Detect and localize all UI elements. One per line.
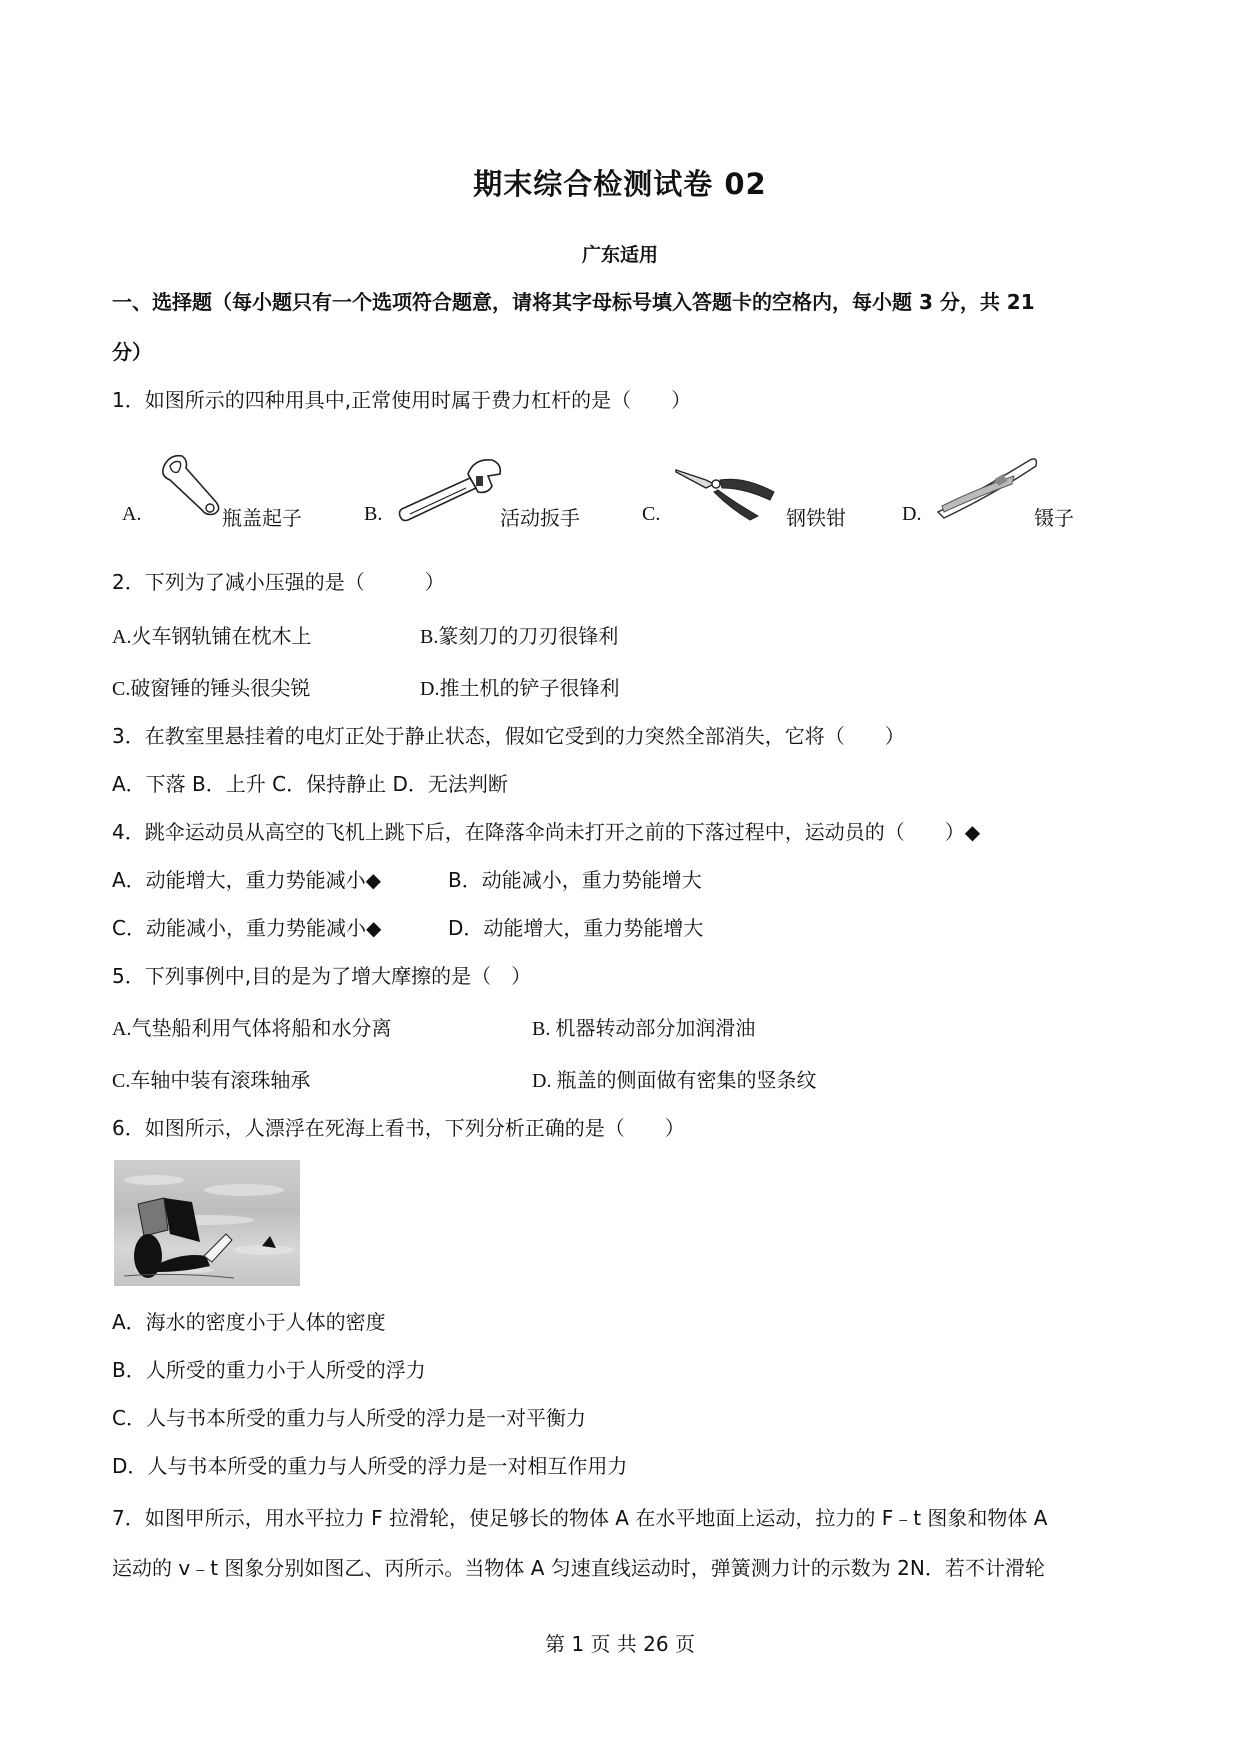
tweezers-icon — [934, 454, 1044, 524]
option-b-letter: B. — [364, 503, 383, 525]
question-6-option-c: C．人与书本所受的重力与人所受的浮力是一对平衡力 — [112, 1406, 586, 1430]
option-b-text: 活动扳手 — [500, 506, 580, 530]
question-6-option-a: A．海水的密度小于人体的密度 — [112, 1310, 386, 1334]
question-3-options: A．下落 B．上升 C．保持静止 D．无法判断 — [112, 772, 508, 796]
option-d-letter: D. — [902, 503, 922, 525]
question-2-option-a: A.火车钢轨铺在枕木上 — [112, 626, 312, 648]
question-2-option-b: B.篆刻刀的刀刃很锋利 — [420, 626, 619, 648]
option-c-letter: C. — [642, 503, 661, 525]
option-a-letter: A. — [122, 503, 142, 525]
question-4-stem: 4．跳伞运动员从高空的飞机上跳下后，在降落伞尚未打开之前的下落过程中，运动员的（ ）◆ — [112, 820, 981, 844]
question-6-option-b: B．人所受的重力小于人所受的浮力 — [112, 1358, 426, 1382]
question-2-option-d: D.推土机的铲子很锋利 — [420, 678, 620, 700]
question-4-option-a: A．动能增大，重力势能减小◆ — [112, 868, 382, 892]
question-5-option-b: B. 机器转动部分加润滑油 — [532, 1018, 756, 1040]
question-3-stem: 3．在教室里悬挂着的电灯正处于静止状态，假如它受到的力突然全部消失，它将（ ） — [112, 724, 905, 748]
question-2-stem: 2．下列为了减小压强的是（ ） — [112, 570, 445, 594]
section-heading: 一、选择题（每小题只有一个选项符合题意，请将其字母标号填入答题卡的空格内，每小题 3 分，共 21 — [112, 290, 1035, 314]
question-7-stem-line1: 7．如图甲所示，用水平拉力 F 拉滑轮，使足够长的物体 A 在水平地面上运动，拉力的 F﹣t 图象和物体 A — [112, 1506, 1048, 1530]
option-c-text: 钢铁钳 — [786, 506, 846, 530]
bottle-opener-icon — [156, 452, 226, 522]
question-5-stem: 5．下列事例中,目的是为了增大摩擦的是（ ） — [112, 964, 532, 988]
question-5-option-d: D. 瓶盖的侧面做有密集的竖条纹 — [532, 1070, 817, 1092]
question-6-option-d: D．人与书本所受的重力与人所受的浮力是一对相互作用力 — [112, 1454, 628, 1478]
pliers-icon — [674, 462, 784, 522]
page-title: 期末综合检测试卷 02 — [473, 167, 767, 201]
section-heading-cont: 分） — [112, 340, 152, 364]
question-5-option-c: C.车轴中装有滚珠轴承 — [112, 1070, 311, 1092]
question-4-option-c: C．动能减小，重力势能减小◆ — [112, 916, 382, 940]
page-subtitle: 广东适用 — [581, 244, 658, 266]
page-number: 第 1 页 共 26 页 — [545, 1632, 695, 1656]
dead-sea-photo — [114, 1160, 300, 1286]
question-7-stem-line2: 运动的 v﹣t 图象分别如图乙、丙所示。当物体 A 匀速直线运动时，弹簧测力计的示数为 2N．若不计滑轮 — [112, 1556, 1045, 1580]
question-2-option-c: C.破窗锤的锤头很尖锐 — [112, 678, 311, 700]
question-6-stem: 6．如图所示，人漂浮在死海上看书，下列分析正确的是（ ） — [112, 1116, 685, 1140]
adjustable-wrench-icon — [396, 456, 506, 526]
question-5-option-a: A.气垫船利用气体将船和水分离 — [112, 1018, 392, 1040]
question-4-option-b: B．动能减小，重力势能增大 — [448, 868, 702, 892]
option-a-text: 瓶盖起子 — [222, 506, 302, 530]
question-4-option-d: D．动能增大，重力势能增大 — [448, 916, 704, 940]
option-d-text: 镊子 — [1034, 506, 1074, 530]
question-1-stem: 1．如图所示的四种用具中,正常使用时属于费力杠杆的是（ ） — [112, 388, 692, 412]
